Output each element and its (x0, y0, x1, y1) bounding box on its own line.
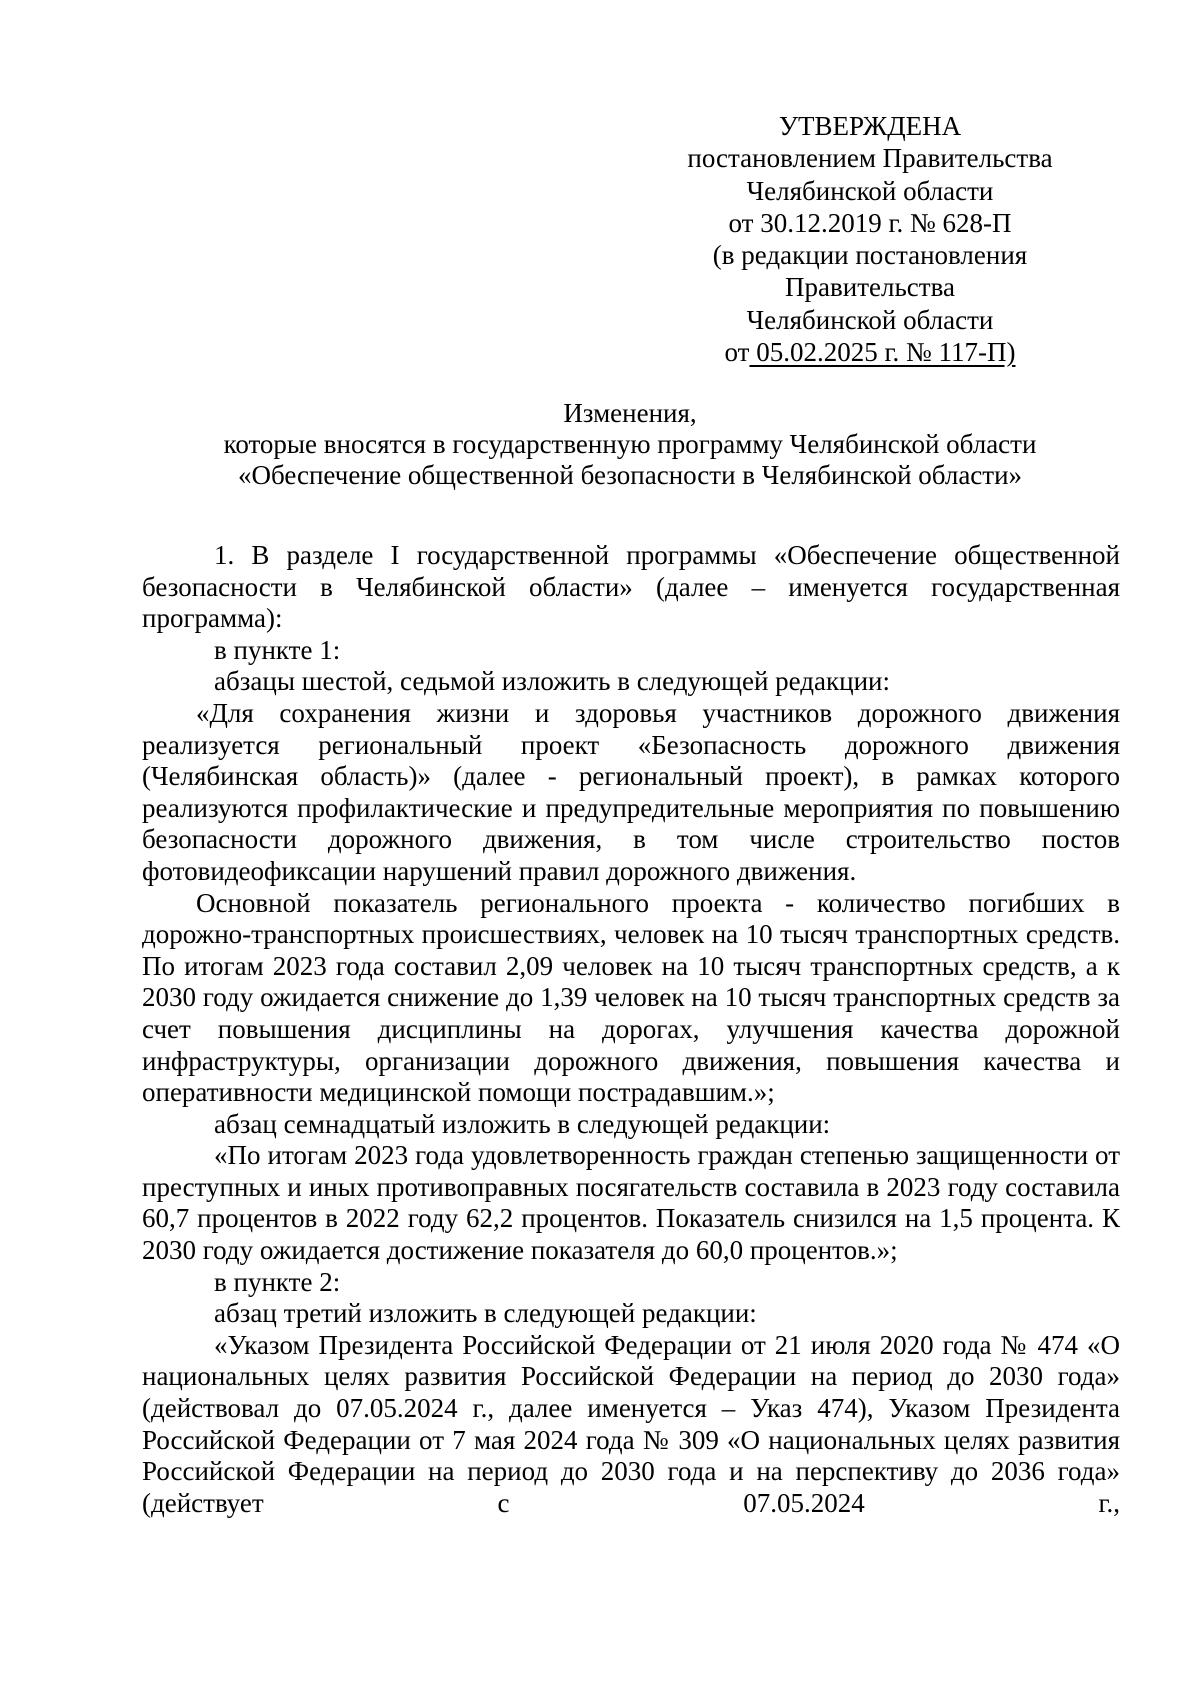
paragraph-1: 1. В разделе I государственной программы «Обеспечение общественной безопасности в Челябинской области» (далее – именуется государственная программа): (142, 540, 1120, 634)
approval-date-prefix: от (724, 337, 750, 368)
paragraph-4: «Для сохранения жизни и здоровья участников дорожного движения реализуется региональный проект «Безопасность дорожного движения (Челябинская область)» (далее - региональный проект), в рамках которого реализуются профилактические и предупредительные мероприятия по повышению безопасности дорожного движения, в том числе строительство постов фотовидеофиксации нарушений правил дорожного движения. (142, 697, 1120, 886)
approval-line-6: Челябинской области (746, 304, 994, 335)
paragraph-7: «По итогам 2023 года удовлетворенность граждан степенью защищенности от преступных и иных противоправных посягательств составила в 2023 году составила 60,7 процентов в 2022 году 62,2 процентов. Показатель снизился на 1,5 процента. К 2030 году ожидается достижение показателя до 60,0 процентов.»; (142, 1140, 1120, 1266)
approval-number: № 117-П) (905, 337, 1016, 368)
approval-line-1: постановлением Правительства (687, 143, 1053, 174)
approval-line-3: от 30.12.2019 г. № 628-П (728, 207, 1012, 238)
document-title (140, 398, 1120, 491)
approval-date: 05.02.2025 г. (749, 337, 906, 368)
paragraph-3: абзацы шестой, седьмой изложить в следующей редакции: (214, 666, 890, 697)
approval-line-2: Челябинской области (746, 175, 994, 206)
document-body (142, 540, 1120, 1519)
paragraph-10: «Указом Президента Российской Федерации от 21 июля 2020 года № 474 «О национальных целях развития Российской Федерации на период до 2030 года» (действовал до 07.05.2024 г., далее именуется – Указ 474), Указом Президента Российской Федерации от 7 мая 2024 года № 309 «О национальных целях развития Российской Федерации на период до 2030 года и на перспективу до 2036 года» (действует с 07.05.2024 г., (142, 1329, 1120, 1518)
approval-line-7 (640, 336, 1100, 368)
paragraph-8: в пункте 2: (214, 1266, 341, 1297)
paragraph-9: абзац третий изложить в следующей редакции: (214, 1298, 757, 1329)
paragraph-2: в пункте 1: (214, 634, 341, 665)
approval-line-5: Правительства (785, 272, 955, 303)
paragraph-6: абзац семнадцатый изложить в следующей редакции: (214, 1108, 831, 1139)
title-line-1: Изменения, (563, 398, 697, 428)
title-line-2: которые вносятся в государственную программу Челябинской области (223, 429, 1037, 459)
approval-line-4: (в редакции постановления (712, 240, 1028, 271)
paragraph-5: Основной показатель регионального проекта - количество погибших в дорожно-транспортных происшествиях, человек на 10 тысяч транспортных средств. По итогам 2023 года составил 2,09 человек на 10 тысяч транспортных средств, а к 2030 году ожидается снижение до 1,39 человек на 10 тысяч транспортных средств за счет повышения дисциплины на дорогах, улучшения качества дорожной инфраструктуры, организации дорожного движения, повышения качества и оперативности медицинской помощи пострадавшим.»; (142, 887, 1120, 1108)
title-line-3: «Обеспечение общественной безопасности в Челябинской области» (237, 460, 1023, 490)
approval-stamp-block (640, 110, 1100, 368)
approval-heading: УТВЕРЖДЕНА (778, 111, 962, 141)
